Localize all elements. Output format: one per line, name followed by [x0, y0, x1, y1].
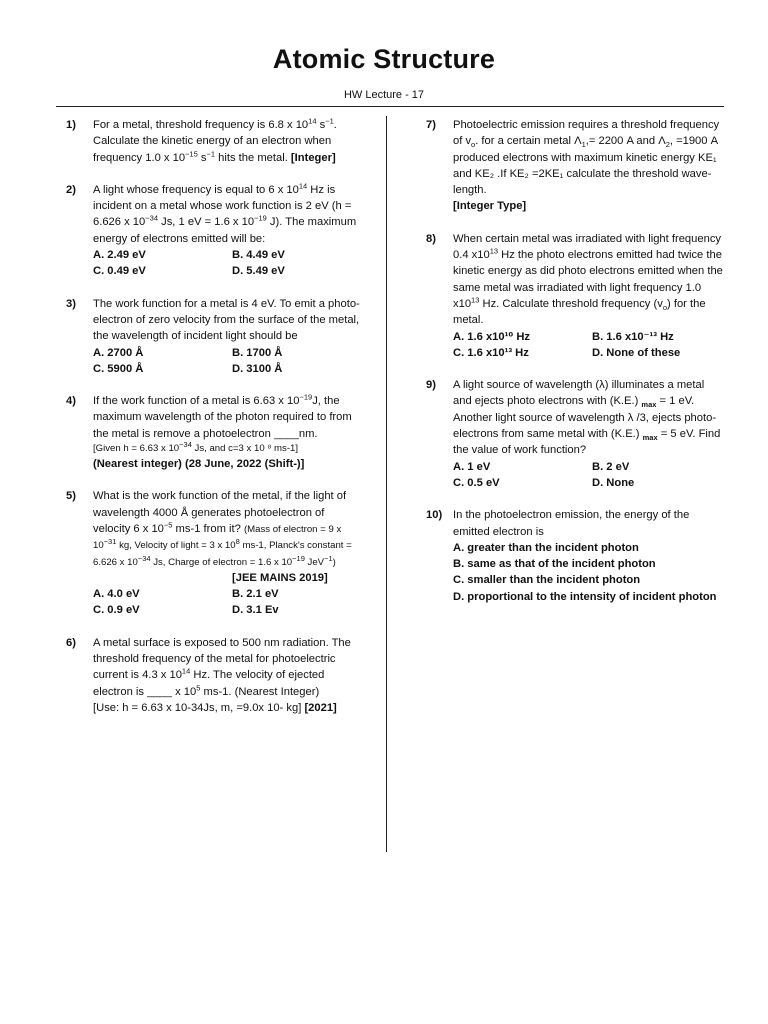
option-b: B. same as that of the incident photon — [453, 558, 656, 571]
page-subtitle: HW Lecture - 17 — [343, 89, 425, 101]
question-text: = 1 eV. Another light source of wavelength λ /3, ejects photo- electrons from same metal with (K.E.) — [453, 395, 717, 441]
constants-text: Js, Charge of electron = 1.6 x 10 — [150, 556, 293, 568]
superscript: −19 — [292, 553, 305, 563]
question-text: = 5 eV. Find the value of work function? — [453, 428, 721, 457]
question-text: hits the metal. — [215, 151, 291, 164]
superscript: −19 — [254, 213, 267, 223]
question-8 — [426, 231, 724, 361]
question-6 — [66, 635, 362, 716]
option-b: B. 4.49 eV — [232, 249, 285, 262]
question-number: 1) — [66, 119, 76, 131]
superscript: 8 — [235, 537, 240, 547]
question-tag: [JEE MAINS 2019] — [232, 571, 328, 584]
option-a: A. greater than the incident photon — [453, 541, 639, 554]
question-number: 2) — [66, 183, 76, 196]
option-b: B. 1700 Å — [232, 346, 283, 359]
right-column — [426, 117, 724, 621]
option-d: D. 3100 Å — [232, 362, 283, 375]
option-a: A. 1 eV — [453, 460, 491, 473]
question-3 — [66, 296, 362, 377]
option-d: D. 5.49 eV — [232, 265, 285, 278]
question-tag: (Nearest integer) (28 June, 2022 (Shift-)] — [93, 458, 305, 471]
answer-options — [93, 247, 362, 280]
constants-text: kg, Velocity of light = 3 x 10 — [116, 540, 236, 552]
option-d: D. None — [592, 476, 635, 489]
question-text: s — [316, 119, 326, 131]
question-text: Hz the photo electrons emitted had twice the kinetic energy as did photo electrons emitted when the same metal was irradiated with light frequency 1.0 x10 — [453, 249, 723, 310]
question-9 — [426, 377, 724, 491]
header-divider — [56, 106, 724, 107]
question-text: What is the work function of the metal, if the light of wavelength 4000 Å generates photoelectron of velocity 6 x 10 — [93, 490, 347, 535]
option-c: C. 1.6 x10¹³ Hz — [453, 346, 529, 359]
subscript: max — [641, 400, 657, 410]
question-text: In the photoelectron emission, the energy of the emitted electron is — [453, 509, 690, 538]
answer-options — [453, 459, 724, 492]
question-text: The work function for a metal is 4 eV. To emit a photo-electron of zero velocity from the surface of the metal, the wavelength of incident light should be — [93, 297, 360, 343]
constants-text: ms-1, Planck's constant = 6.626 x 10 — [93, 540, 352, 568]
option-d: D. None of these — [592, 346, 681, 359]
subscript: 1 — [581, 140, 586, 150]
given-note — [93, 439, 362, 456]
question-7 — [426, 117, 724, 215]
question-number: 8) — [426, 232, 436, 245]
option-c: C. 5900 Å — [93, 362, 144, 375]
superscript: −31 — [103, 537, 117, 547]
question-text: ) for the metal. — [453, 297, 706, 327]
question-text: A metal surface is exposed to 500 nm radiation. The threshold frequency of the metal for photoelectric current is 4.3 x 10 — [93, 636, 351, 682]
option-d: D. 3.1 Ev — [232, 604, 279, 617]
superscript: 13 — [471, 295, 480, 305]
option-b: B. 2 eV — [592, 460, 630, 473]
superscript: −19 — [299, 392, 313, 402]
option-c: C. smaller than the incident photon — [453, 574, 641, 587]
question-text: J, the maximum wavelength of the photon required to from the metal is remove a photoelectron ____nm. — [93, 395, 352, 440]
option-c: C. 0.5 eV — [453, 476, 500, 489]
constants-text: (Mass of electron = 9 x 10 — [93, 523, 342, 552]
superscript: 14 — [298, 181, 308, 191]
answer-options — [453, 329, 724, 362]
superscript: −1 — [325, 116, 334, 126]
question-number: 3) — [66, 297, 76, 310]
question-4 — [66, 393, 362, 472]
superscript: −34 — [179, 439, 192, 449]
superscript: 13 — [489, 246, 499, 256]
superscript: −34 — [145, 213, 158, 223]
question-text: ms-1. (Nearest Integer) — [200, 685, 320, 698]
question-5 — [66, 488, 362, 618]
question-number: 6) — [66, 636, 76, 649]
use-note — [93, 700, 362, 716]
given-text: Js, and c=3 x 10 ⁸ ms-1] — [191, 443, 299, 455]
question-text: . Calculate the kinetic energy of an electron when frequency 1.0 x 10 — [93, 119, 337, 164]
option-a: A. 2700 Å — [93, 346, 144, 359]
question-text: Hz is incident on a metal whose work function is 2 eV (h = 6.626 x 10 — [93, 183, 352, 229]
option-a: A. 4.0 eV — [93, 588, 140, 601]
question-number: 10) — [426, 509, 443, 522]
superscript: 14 — [308, 116, 317, 126]
question-number: 9) — [426, 379, 436, 392]
question-tag: [Integer Type] — [453, 200, 527, 213]
question-text: Hz. The velocity of ejected electron is ____ x 10 — [93, 669, 325, 698]
question-number: 5) — [66, 490, 76, 503]
question-text: ms-1 from it? — [172, 522, 244, 535]
given-text: [Given h = 6.63 x 10 — [93, 443, 180, 455]
question-text: ,= 2200 A and Λ — [585, 135, 666, 148]
superscript: −34 — [137, 553, 151, 563]
superscript: 5 — [196, 682, 201, 692]
answer-options — [93, 570, 362, 619]
superscript: −5 — [163, 520, 173, 530]
option-a: A. 1.6 x10¹⁰ Hz — [453, 330, 531, 343]
question-text: . for a certain metal Λ — [475, 135, 582, 148]
question-text: s — [197, 151, 207, 164]
question-1 — [66, 117, 362, 166]
column-divider — [386, 116, 387, 852]
question-text: For a metal, threshold frequency is 6.8 x 10 — [93, 119, 309, 131]
answer-options — [93, 345, 362, 378]
option-b: B. 2.1 eV — [232, 588, 279, 601]
option-b: B. 1.6 x10⁻¹³ Hz — [592, 330, 674, 343]
question-2 — [66, 182, 362, 280]
question-text: , =1900 A produced electrons with maximum kinetic energy KE₁ and KE₂ .If KE₂ =2KE₁ calculate the threshold wave-length. — [453, 135, 718, 197]
constants-text: ) — [332, 556, 336, 568]
subscript: o — [471, 140, 476, 150]
question-text: Js, 1 eV = 1.6 x 10 — [158, 216, 255, 229]
question-text: A light source of wavelength (λ) illuminates a metal and ejects photo electrons with (K.E.) — [453, 379, 705, 408]
subscript: o — [662, 303, 667, 313]
option-c: C. 0.9 eV — [93, 604, 140, 617]
question-text: If the work function of a metal is 6.63 x 10 — [93, 395, 300, 408]
superscript: 14 — [181, 666, 191, 676]
question-text: A light whose frequency is equal to 6 x 10 — [93, 183, 299, 196]
subscript: max — [642, 433, 658, 443]
question-number: 7) — [426, 119, 436, 131]
option-d: D. proportional to the intensity of incident photon — [453, 590, 717, 603]
subscript: 2 — [665, 140, 670, 150]
superscript: −15 — [185, 148, 198, 158]
question-text: When certain metal was irradiated with light frequency 0.4 x10 — [453, 232, 722, 262]
page-title: Atomic Structure — [272, 44, 496, 74]
question-tag: [2021] — [304, 701, 337, 714]
question-text: Hz. Calculate threshold frequency (v — [479, 297, 663, 310]
constants-text: JeV — [304, 556, 325, 568]
superscript: −1 — [324, 553, 333, 563]
use-text: [Use: h = 6.63 x 10-34Js, m, =9.0x 10- kg] — [93, 701, 305, 714]
question-text: Photoelectric emission requires a threshold frequency of v — [453, 119, 720, 148]
superscript: −1 — [206, 148, 216, 158]
question-tag: [Integer] — [290, 151, 336, 164]
question-number: 4) — [66, 395, 76, 408]
option-a: A. 2.49 eV — [93, 249, 146, 262]
question-10 — [426, 507, 724, 605]
left-column — [66, 117, 362, 732]
option-c: C. 0.49 eV — [93, 265, 146, 278]
question-text: J). The maximum energy of electrons emitted will be: — [93, 216, 357, 245]
